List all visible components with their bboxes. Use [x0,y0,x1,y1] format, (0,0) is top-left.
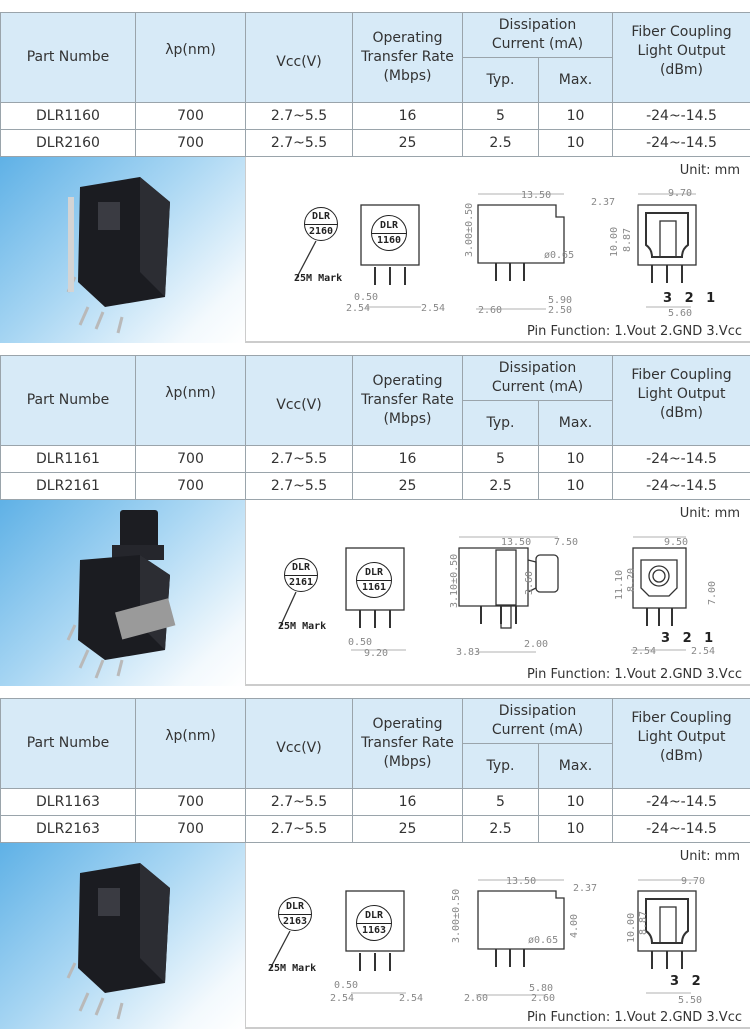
cell-wavelength: 700 [136,789,246,816]
header-dissipation-current: Dissipation Current (mA) [463,13,613,58]
dimension-label: 0.50 [334,980,359,991]
inner-mark-badge [356,905,392,941]
mark-label: 25M Mark [278,621,327,632]
dimension-label: 3.00±0.50 [451,888,462,943]
cell-output: -24~-14.5 [613,103,750,130]
cell-rate: 25 [353,816,463,843]
mark-text: 1160 [376,235,402,246]
table-row [1,816,750,843]
dimension-label: 8.87 [638,910,649,935]
header-transfer-rate: Operating Transfer Rate (Mbps) [353,699,463,789]
cell-part: DLR2163 [1,816,136,843]
cell-part: DLR2161 [1,473,136,500]
mark-text: DLR [357,566,391,581]
inner-mark-badge [371,215,407,251]
dimension-label: 2.50 [548,305,573,316]
dimension-label: 13.50 [521,190,552,201]
pin-function: Pin Function: 1.Vout 2.GND 3.Vcc [527,1010,742,1025]
mark-text: 1161 [361,582,387,593]
dimension-label: 2.54 [421,303,446,314]
dimension-label: 5.90 [548,295,573,306]
cell-output: -24~-14.5 [613,446,750,473]
dimension-label: 7.50 [554,537,579,548]
dimension-label: 3.60 [524,570,535,595]
product-figure [0,843,750,1029]
dimension-label: 2.54 [632,646,657,657]
header-light-output: Fiber Coupling Light Output (dBm) [613,356,750,446]
mark-text: DLR [305,210,337,225]
header-typ: Typ. [463,744,539,789]
dimension-label: 9.70 [668,188,693,199]
header-light-output: Fiber Coupling Light Output (dBm) [613,699,750,789]
dimension-label: ø0.65 [528,935,559,946]
pin-numbers: 3 2 [670,974,705,989]
cell-max: 10 [539,130,613,157]
cell-vcc: 2.7~5.5 [246,789,353,816]
table-row [1,789,750,816]
cell-rate: 25 [353,473,463,500]
cell-max: 10 [539,473,613,500]
header-light-output: Fiber Coupling Light Output (dBm) [613,13,750,103]
dimension-label: 2.60 [531,993,556,1004]
cell-output: -24~-14.5 [613,473,750,500]
mark-text: DLR [357,909,391,924]
dimension-label: 2.54 [691,646,716,657]
cell-vcc: 2.7~5.5 [246,103,353,130]
mark-text: DLR [279,900,311,915]
dimension-label: 2.54 [330,993,355,1004]
header-max: Max. [539,58,613,103]
dimension-drawing [245,157,750,343]
spec-table [0,355,750,500]
cell-typ: 2.5 [463,473,539,500]
product-section [0,12,750,343]
connector-photo-icon [0,157,245,343]
cell-wavelength: 700 [136,103,246,130]
dimension-label: 13.50 [501,537,532,548]
cell-max: 10 [539,446,613,473]
dimension-label: 2.37 [591,197,616,208]
header-transfer-rate: Operating Transfer Rate (Mbps) [353,13,463,103]
dimension-label: 3.83 [456,647,481,658]
header-part-number: Part Numbe [1,13,136,103]
outer-mark-badge [304,207,338,241]
header-typ: Typ. [463,401,539,446]
header-part-number: Part Numbe [1,699,136,789]
pin-function: Pin Function: 1.Vout 2.GND 3.Vcc [527,324,742,339]
dimension-label: 2.37 [573,883,598,894]
dimension-label: 8.87 [622,227,633,252]
cell-typ: 2.5 [463,816,539,843]
header-max: Max. [539,401,613,446]
cell-typ: 5 [463,446,539,473]
product-figure [0,500,750,686]
table-row [1,473,750,500]
dimension-drawing [245,843,750,1029]
dimension-label: 4.00 [569,913,580,938]
dimension-label: 5.80 [529,983,554,994]
dimension-label: 0.50 [354,292,379,303]
table-row [1,130,750,157]
dimension-label: 11.10 [614,569,625,600]
header-max: Max. [539,744,613,789]
unit-label: Unit: mm [679,849,740,864]
dimension-label: 8.20 [626,567,637,592]
unit-label: Unit: mm [679,506,740,521]
mark-text: 2161 [288,577,314,588]
outline-drawing-icon [246,500,750,686]
dimension-label: 2.54 [399,993,424,1004]
cell-vcc: 2.7~5.5 [246,473,353,500]
outline-drawing-icon [246,843,750,1029]
header-vcc: Vcc(V) [246,356,353,446]
cell-rate: 16 [353,103,463,130]
dimension-label: ø0.65 [544,250,575,261]
cell-vcc: 2.7~5.5 [246,130,353,157]
dimension-label: 2.60 [478,305,503,316]
unit-label: Unit: mm [679,163,740,178]
inner-mark-badge [356,562,392,598]
cell-wavelength: 700 [136,473,246,500]
mark-label: 25M Mark [294,273,343,284]
dimension-label: 2.60 [464,993,489,1004]
cell-part: DLR1163 [1,789,136,816]
cell-output: -24~-14.5 [613,789,750,816]
connector-photo-icon [0,843,245,1029]
mark-text: DLR [285,561,317,576]
dimension-label: 2.00 [524,639,549,650]
cell-part: DLR1160 [1,103,136,130]
cell-typ: 2.5 [463,130,539,157]
cell-part: DLR2160 [1,130,136,157]
dimension-label: 5.50 [678,995,703,1006]
pin-function: Pin Function: 1.Vout 2.GND 3.Vcc [527,667,742,682]
dimension-label: 3.00±0.50 [464,202,475,257]
cell-rate: 16 [353,789,463,816]
cell-max: 10 [539,816,613,843]
cell-max: 10 [539,103,613,130]
cell-typ: 5 [463,103,539,130]
cell-output: -24~-14.5 [613,816,750,843]
table-row [1,446,750,473]
outer-mark-badge [284,558,318,592]
header-transfer-rate: Operating Transfer Rate (Mbps) [353,356,463,446]
cell-output: -24~-14.5 [613,130,750,157]
dimension-label: 7.00 [707,580,718,605]
product-photo [0,157,245,343]
pin-numbers: 3 2 1 [661,631,718,646]
dimension-drawing [245,500,750,686]
dimension-label: 0.50 [348,637,373,648]
cell-vcc: 2.7~5.5 [246,446,353,473]
product-section [0,355,750,686]
cell-typ: 5 [463,789,539,816]
dimension-label: 13.50 [506,876,537,887]
header-vcc: Vcc(V) [246,699,353,789]
spec-table [0,698,750,843]
cell-rate: 25 [353,130,463,157]
cell-max: 10 [539,789,613,816]
header-wavelength: λp(nm) [136,13,246,103]
cell-wavelength: 700 [136,816,246,843]
product-section [0,698,750,1029]
spec-table [0,12,750,157]
dimension-label: 3.10±0.50 [449,553,460,608]
header-wavelength: λp(nm) [136,356,246,446]
mark-label: 25M Mark [268,963,317,974]
mark-text: DLR [372,219,406,234]
dimension-label: 10.00 [609,226,620,257]
product-photo [0,843,245,1029]
cell-vcc: 2.7~5.5 [246,816,353,843]
header-part-number: Part Numbe [1,356,136,446]
cell-wavelength: 700 [136,446,246,473]
product-photo [0,500,245,686]
product-figure [0,157,750,343]
mark-text: 2163 [282,916,308,927]
cell-part: DLR1161 [1,446,136,473]
table-row [1,103,750,130]
dimension-label: 10.00 [626,912,637,943]
pin-numbers: 3 2 1 [663,291,720,306]
dimension-label: 9.50 [664,537,689,548]
header-dissipation-current: Dissipation Current (mA) [463,356,613,401]
mark-text: 1163 [361,925,387,936]
mark-text: 2160 [308,226,334,237]
header-vcc: Vcc(V) [246,13,353,103]
dimension-label: 9.20 [364,648,389,659]
connector-photo-icon [0,500,245,686]
outer-mark-badge [278,897,312,931]
cell-rate: 16 [353,446,463,473]
dimension-label: 2.54 [346,303,371,314]
dimension-label: 5.60 [668,308,693,319]
header-typ: Typ. [463,58,539,103]
header-dissipation-current: Dissipation Current (mA) [463,699,613,744]
header-wavelength: λp(nm) [136,699,246,789]
cell-wavelength: 700 [136,130,246,157]
dimension-label: 9.70 [681,876,706,887]
